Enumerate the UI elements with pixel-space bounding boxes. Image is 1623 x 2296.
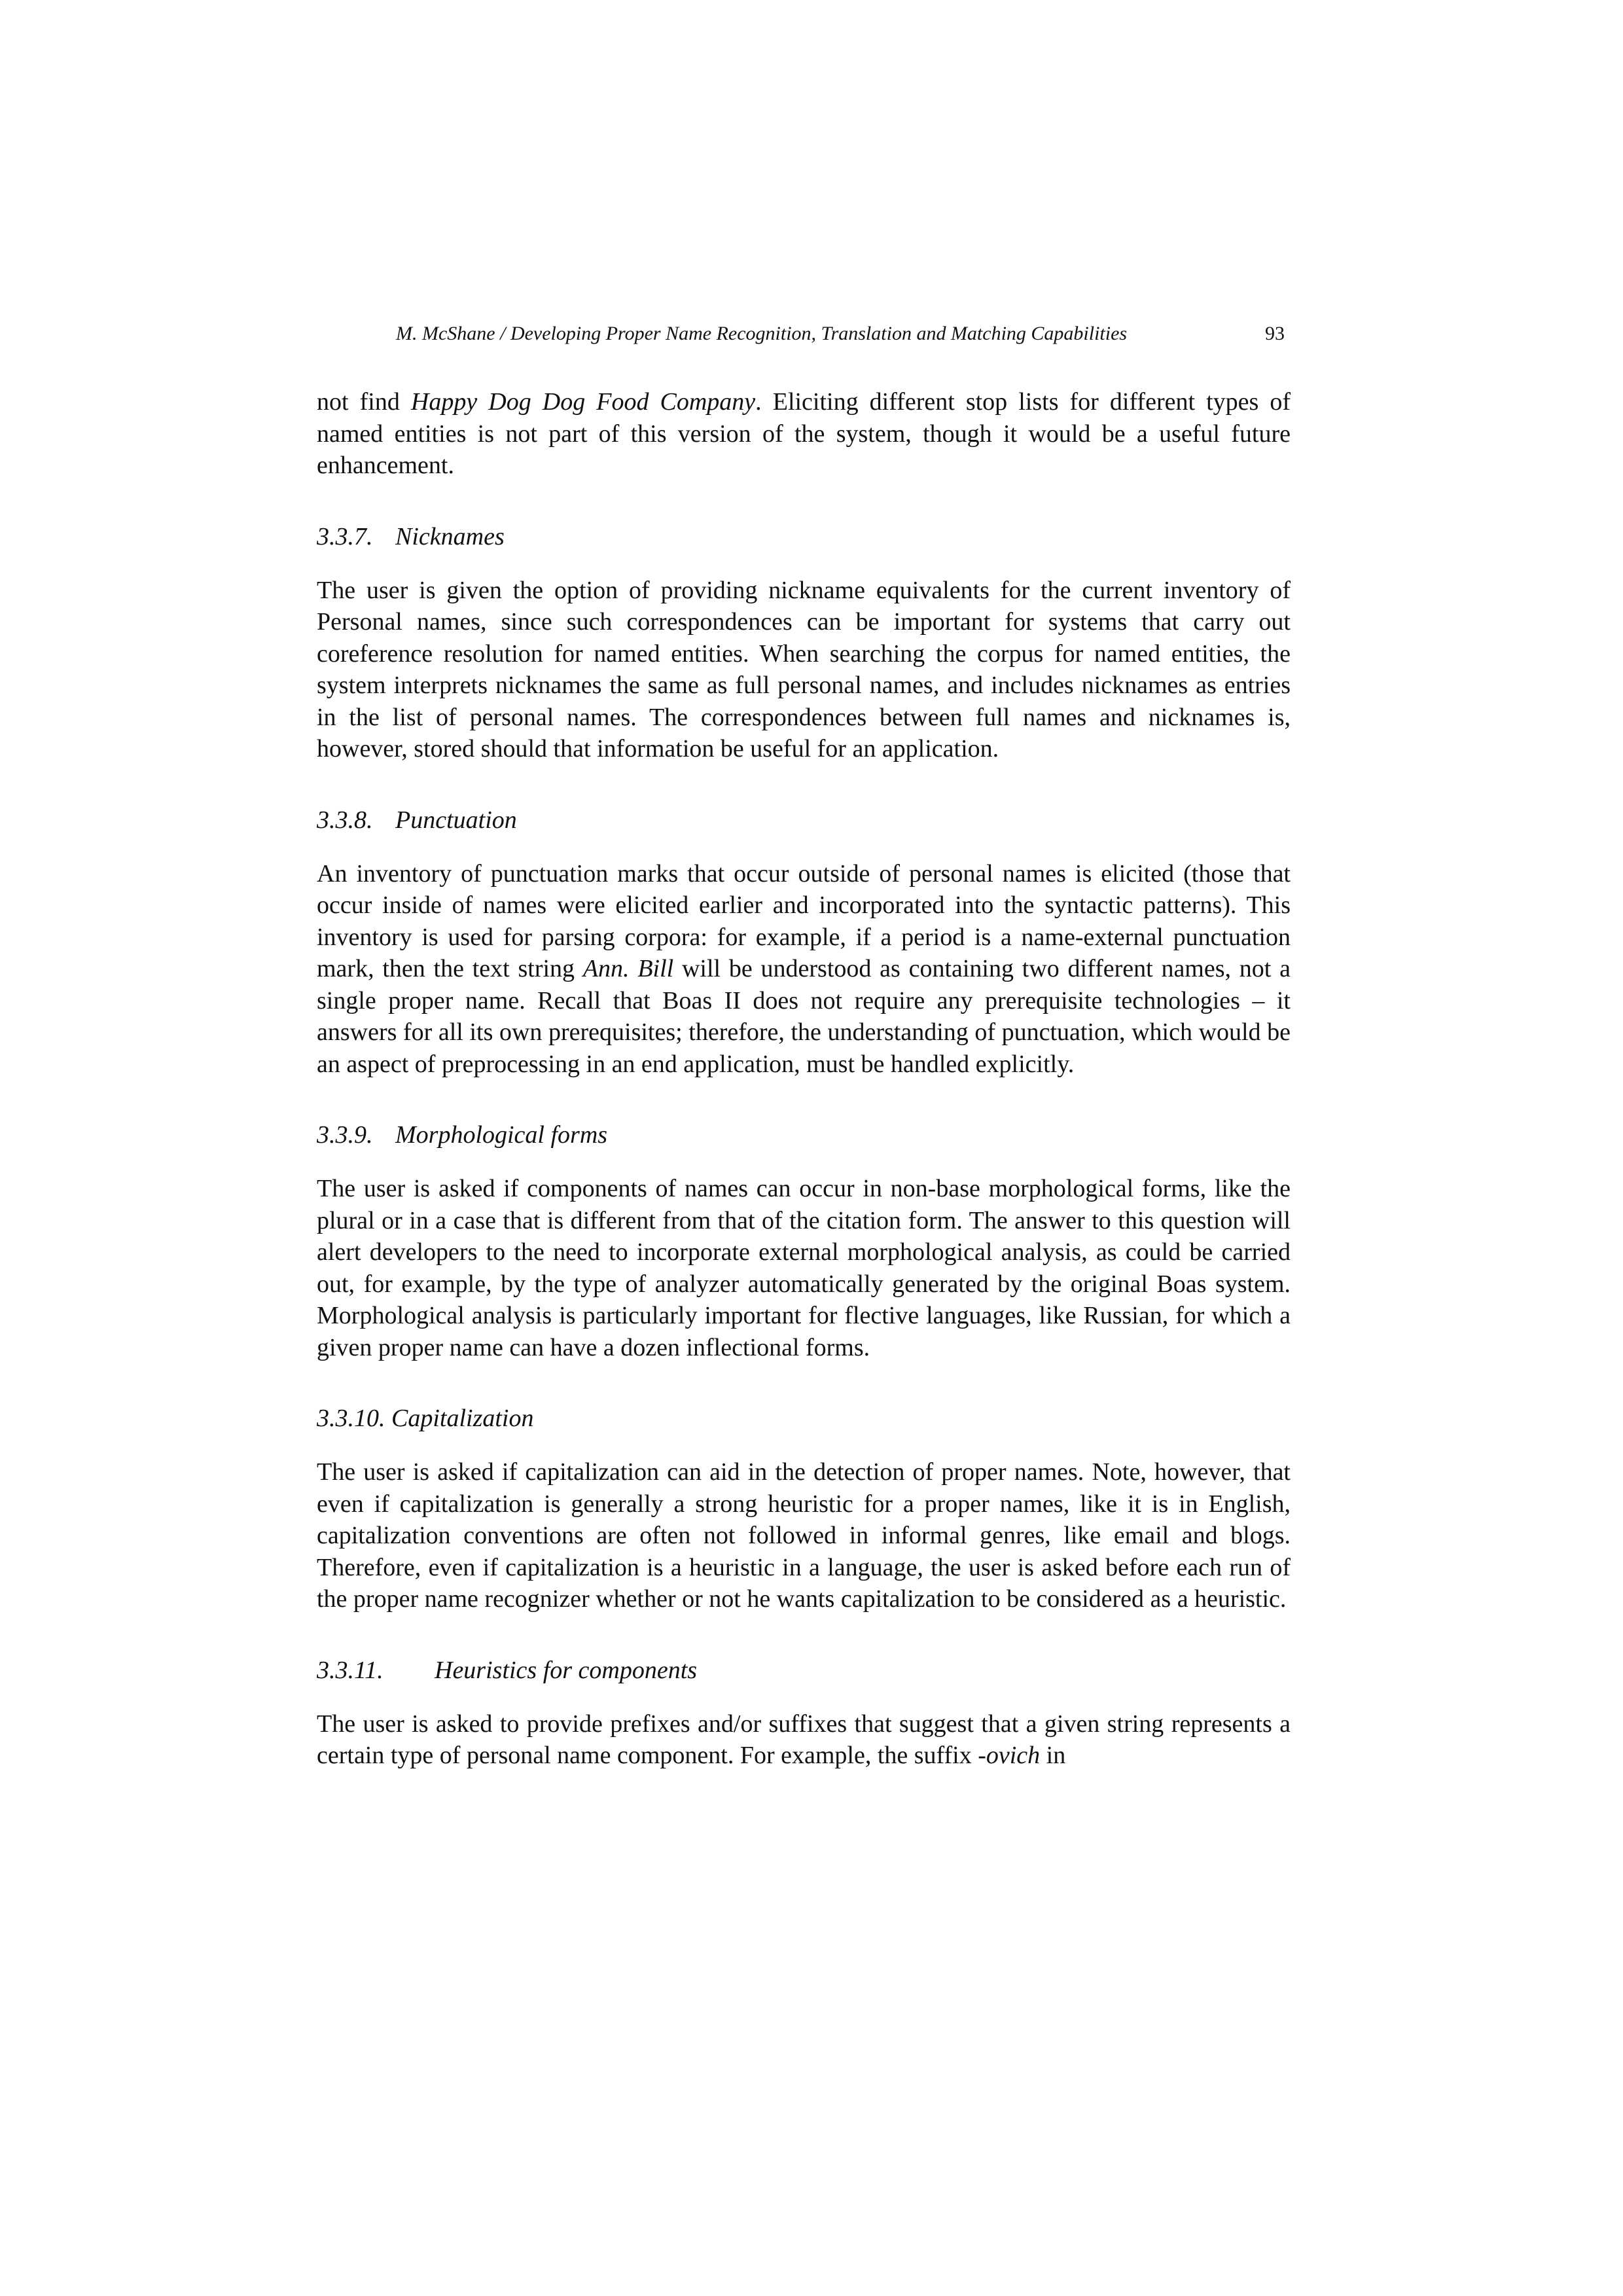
- page-body: [317, 386, 1291, 1772]
- intro-text-1: not find: [317, 388, 411, 416]
- example-string: Ann. Bill: [582, 955, 674, 982]
- section-number: 3.3.11.: [317, 1656, 383, 1684]
- section-number: 3.3.10.: [317, 1405, 385, 1432]
- heading-capitalization: [317, 1403, 1291, 1434]
- section-number: 3.3.7.: [317, 522, 373, 550]
- section-title: Punctuation: [395, 806, 517, 834]
- section-title: Morphological forms: [395, 1121, 608, 1149]
- section-title: Heuristics for components: [435, 1656, 698, 1684]
- intro-company-name: Happy Dog Dog Food Company: [410, 388, 756, 416]
- paragraph-morphological-forms: The user is asked if components of names can occur in non-base morphological forms, like the plural or in a case that is different from that of the citation form. The answer to this question will alert developers to the need to incorporate external morphological analysis, as could be carried out, for example, by the type of analyzer automatically generated by the original Boas system. Morphological analysis is particularly important for flective languages, like Russian, for which a given proper name can have a dozen inflectional forms.: [317, 1175, 1291, 1361]
- paragraph-heuristics: [317, 1708, 1291, 1772]
- section-title: Nicknames: [395, 522, 505, 550]
- heuristics-text-1: The user is asked to provide prefixes and/or suffixes that suggest that a given string represents a certain type of personal name component. For example, the suffix: [317, 1710, 1291, 1769]
- suffix-example: -ovich: [978, 1742, 1041, 1769]
- section-number: 3.3.9.: [317, 1121, 373, 1149]
- heading-morphological-forms: [317, 1119, 1291, 1151]
- intro-paragraph: [317, 386, 1291, 482]
- intro-text-2: . Eliciting different stop lists for different types of named entities is not part of this version of the system, though it would be a useful future enhancement.: [317, 388, 1291, 479]
- heading-nicknames: [317, 521, 1291, 552]
- punctuation-text-2: will be understood as containing two different names, not a single proper name. Recall that Boas II does not require any prerequisite technologies – it answers for all its own prerequisites; therefore, the understanding of punctuation, which would be an aspect of preprocessing in an end application, must be handled explicitly.: [317, 955, 1291, 1078]
- heading-heuristics: [317, 1655, 1291, 1686]
- section-number: 3.3.8.: [317, 806, 373, 834]
- paragraph-capitalization: The user is asked if capitalization can aid in the detection of proper names. Note, however, that even if capitalization is generally a strong heuristic for a proper names, like it is in English, capitalization conventions are often not followed in informal genres, like email and blogs. Therefore, even if capitalization is a heuristic in a language, the user is asked before each run of the proper name recognizer whether or not he wants capitalization to be considered as a heuristic.: [317, 1458, 1291, 1613]
- running-title: M. McShane / Developing Proper Name Recognition, Translation and Matching Capabilities: [396, 323, 1128, 344]
- section-title: Capitalization: [391, 1405, 534, 1432]
- paragraph-nicknames: The user is given the option of providing nickname equivalents for the current inventory of Personal names, since such correspondences can be important for systems that carry out coreference resolution for named entities. When searching the corpus for named entities, the system interprets nicknames the same as full personal names, and includes nicknames as entries in the list of personal names. The correspondences between full names and nicknames is, however, stored should that information be useful for an application.: [317, 576, 1291, 762]
- punctuation-text-1: An inventory of punctuation marks that occur outside of personal names is elicited (those that occur inside of names were elicited earlier and incorporated into the syntactic patterns). This inventory is used for parsing corpora: for example, if a period is a name-external punctuation mark, then the text string: [317, 859, 1291, 982]
- heuristics-text-2: in: [1040, 1742, 1066, 1769]
- heading-punctuation: [317, 804, 1291, 836]
- running-head: [389, 319, 1286, 348]
- paragraph-punctuation: [317, 858, 1291, 1081]
- page-number: 93: [1265, 323, 1285, 344]
